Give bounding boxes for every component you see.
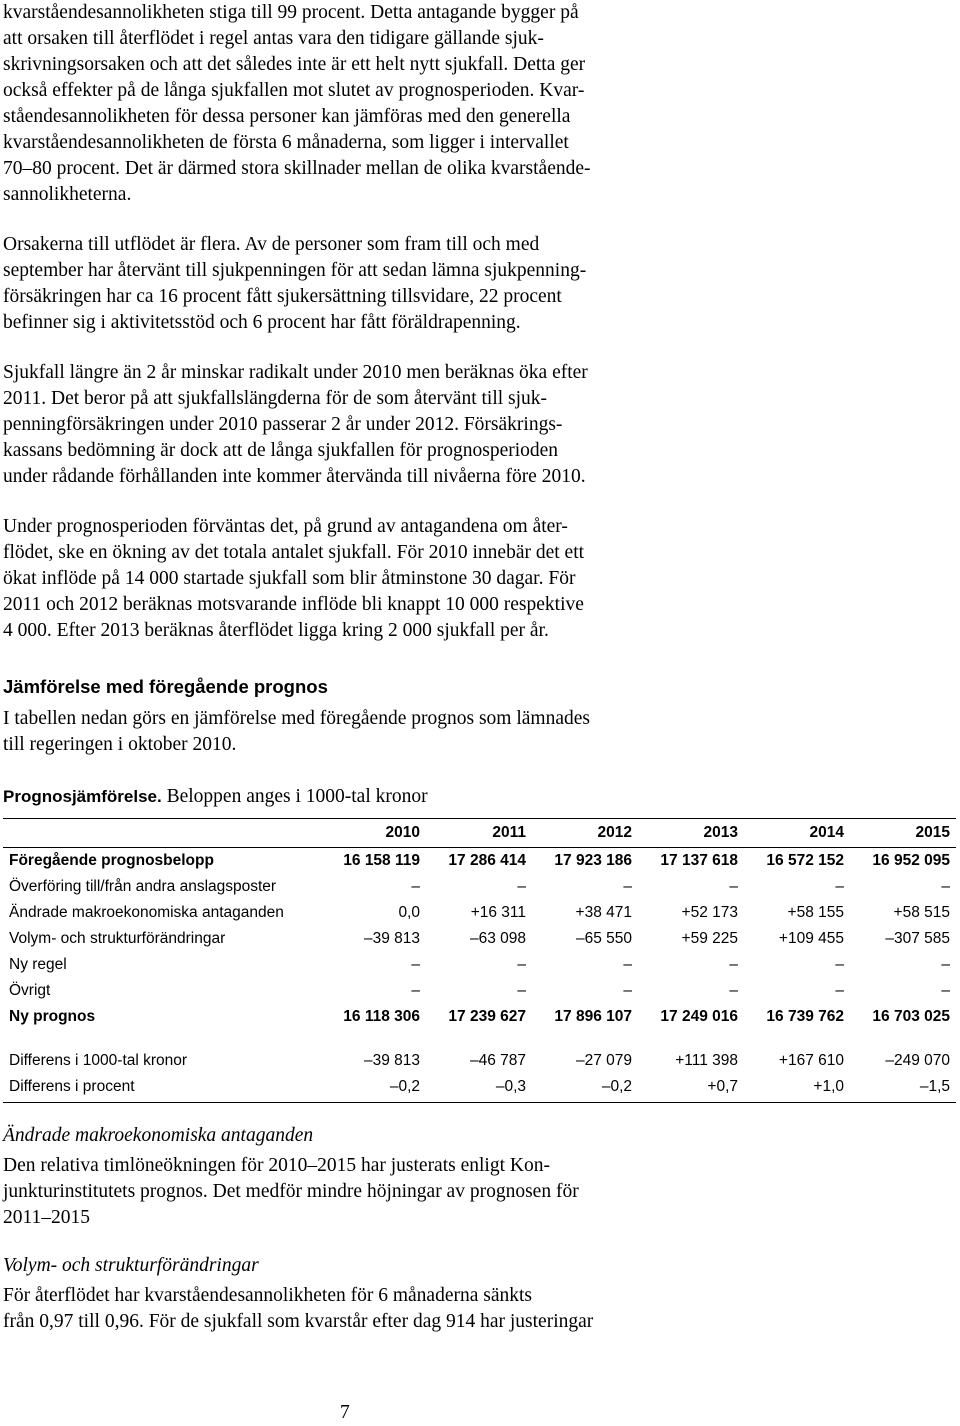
text-line: 2011 och 2012 beräknas motsvarande inflöde bli knappt 10 000 respektive xyxy=(3,594,584,615)
table-cell: –46 787 xyxy=(469,1052,526,1069)
table-cell: +111 398 xyxy=(675,1052,738,1069)
table-cell: 17 896 107 xyxy=(554,1008,632,1025)
table-cell: 17 249 016 xyxy=(660,1008,738,1025)
table-cell: +38 471 xyxy=(575,904,632,921)
table-cell: 16 118 306 xyxy=(343,1008,420,1025)
table-cell: 17 239 627 xyxy=(448,1008,526,1025)
table-row xyxy=(3,900,956,926)
subheading-makro: Ändrade makroekonomiska antaganden xyxy=(3,1125,314,1146)
table-cell: +16 311 xyxy=(470,904,526,921)
table-header-year: 2011 xyxy=(426,819,532,848)
text-line: penningförsäkringen under 2010 passerar 2 år under 2012. Försäkrings- xyxy=(3,414,563,435)
table-header-row xyxy=(3,819,956,848)
table-cell: – xyxy=(835,878,844,895)
table-header-year: 2012 xyxy=(532,819,638,848)
section-heading: Jämförelse med föregående prognos xyxy=(3,676,328,697)
table-cell: –0,3 xyxy=(426,1074,532,1103)
text-line: ståendesannolikheten för dessa personer kan jämföras med den generella xyxy=(3,106,571,127)
text-line: att orsaken till återflödet i regel antas vara den tidigare gällande sjuk- xyxy=(3,28,544,49)
text-line: sannolikheterna. xyxy=(3,184,132,205)
document-page xyxy=(3,0,953,1359)
table-cell: –249 070 xyxy=(885,1052,950,1069)
text-line: kvarståendesannolikheten de första 6 månaderna, som ligger i intervallet xyxy=(3,132,569,153)
text-line: september har återvänt till sjukpenningen för att sedan lämna sjukpenning- xyxy=(3,260,587,281)
paragraph-prognosperioden xyxy=(3,514,953,644)
table-cell: – xyxy=(941,982,950,999)
paragraph-aterflodet xyxy=(3,1283,953,1335)
table-row xyxy=(3,952,956,978)
text-line: 2011–2015 xyxy=(3,1207,91,1228)
table-cell: +167 610 xyxy=(778,1052,844,1069)
table-cell: –63 098 xyxy=(469,930,526,947)
table-cell: – xyxy=(411,982,420,999)
text-line: från 0,97 till 0,96. För de sjukfall som kvarstår efter dag 914 har justeringar xyxy=(3,1311,594,1332)
paragraph-tabellen xyxy=(3,706,953,758)
table-cell: 16 572 152 xyxy=(766,852,844,869)
table-cell: – xyxy=(517,956,526,973)
text-line: I tabellen nedan görs en jämförelse med föregående prognos som lämnades xyxy=(3,708,590,729)
table-cell: – xyxy=(623,878,632,895)
table-caption-text: Beloppen anges i 1000-tal kronor xyxy=(161,786,428,807)
text-line: befinner sig i aktivitetsstöd och 6 procent har fått föräldrapenning. xyxy=(3,312,521,333)
row-label: Föregående prognosbelopp xyxy=(9,852,214,869)
spacer-cell xyxy=(3,1030,956,1048)
table-cell: – xyxy=(941,956,950,973)
table-header-year: 2015 xyxy=(850,819,956,848)
text-line: Orsakerna till utflödet är flera. Av de personer som fram till och med xyxy=(3,234,540,255)
row-label: Differens i 1000-tal kronor xyxy=(9,1052,188,1069)
row-label: Differens i procent xyxy=(3,1074,320,1103)
paragraph-orsakerna xyxy=(3,232,953,336)
table-row xyxy=(3,978,956,1004)
table-header-year: 2014 xyxy=(744,819,850,848)
table-row xyxy=(3,848,956,875)
table-cell: – xyxy=(517,878,526,895)
row-label: Ändrade makroekonomiska antaganden xyxy=(9,904,284,921)
text-line: För återflödet har kvarståendesannolikheten för 6 månaderna sänkts xyxy=(3,1285,533,1306)
table-caption-title: Prognosjämförelse. xyxy=(3,787,162,806)
row-label: Volym- och strukturförändringar xyxy=(9,930,226,947)
paragraph-kvarstaende xyxy=(3,0,953,208)
table-spacer-row xyxy=(3,1030,956,1048)
table-cell: –39 813 xyxy=(363,1052,420,1069)
table-cell: – xyxy=(941,878,950,895)
table-cell: 16 739 762 xyxy=(766,1008,844,1025)
table-cell: –1,5 xyxy=(850,1074,956,1103)
subheading-volym: Volym- och strukturförändringar xyxy=(3,1255,259,1276)
table-cell: –0,2 xyxy=(532,1074,638,1103)
table-cell: –27 079 xyxy=(575,1052,632,1069)
table-cell: 16 952 095 xyxy=(872,852,950,869)
table-header-year: 2013 xyxy=(638,819,744,848)
text-line: under rådande förhållanden inte kommer återvända till nivåerna före 2010. xyxy=(3,466,586,487)
text-line: försäkringen har ca 16 procent fått sjukersättning tillsvidare, 22 procent xyxy=(3,286,562,307)
text-line: junkturinstitutets prognos. Det medför mindre höjningar av prognosen för xyxy=(3,1181,579,1202)
paragraph-timloneokning xyxy=(3,1153,953,1231)
text-line: Sjukfall längre än 2 år minskar radikalt under 2010 men beräknas öka efter xyxy=(3,362,588,383)
table-cell: – xyxy=(729,982,738,999)
table-cell: +58 155 xyxy=(787,904,844,921)
table-row xyxy=(3,874,956,900)
row-label: Övrigt xyxy=(9,982,51,999)
table-cell: +58 515 xyxy=(893,904,950,921)
table-header-empty xyxy=(3,819,320,848)
table-cell: – xyxy=(835,956,844,973)
text-line: Under prognosperioden förväntas det, på grund av antagandena om åter- xyxy=(3,516,568,537)
table-row xyxy=(3,1004,956,1030)
table-cell: 0,0 xyxy=(398,904,420,921)
table-cell: – xyxy=(411,878,420,895)
text-line: ökat inflöde på 14 000 startade sjukfall som blir åtminstone 30 dagar. För xyxy=(3,568,576,589)
table-row xyxy=(3,1048,956,1074)
text-line: också effekter på de långa sjukfallen mot slutet av prognosperioden. Kvar- xyxy=(3,80,585,101)
table-cell: +1,0 xyxy=(744,1074,850,1103)
table-cell: – xyxy=(623,982,632,999)
table-cell: – xyxy=(623,956,632,973)
table-cell: –307 585 xyxy=(885,930,950,947)
table-cell: – xyxy=(729,878,738,895)
table-caption xyxy=(3,784,953,810)
table-cell: – xyxy=(517,982,526,999)
table-cell: – xyxy=(729,956,738,973)
table-cell: –65 550 xyxy=(575,930,632,947)
text-line: kvarståendesannolikheten stiga till 99 procent. Detta antagande bygger på xyxy=(3,2,579,23)
page-number: 7 xyxy=(340,1402,350,1423)
text-line: flödet, ske en ökning av det totala antalet sjukfall. För 2010 innebär det ett xyxy=(3,542,585,563)
row-label: Ny regel xyxy=(9,956,67,973)
table-header-year: 2010 xyxy=(320,819,426,848)
forecast-comparison-table xyxy=(3,818,956,1103)
row-label: Ny prognos xyxy=(9,1008,96,1025)
table-row xyxy=(3,1074,956,1103)
table-row xyxy=(3,926,956,952)
table-cell: 17 137 618 xyxy=(660,852,738,869)
text-line: 70–80 procent. Det är därmed stora skillnader mellan de olika kvarstående- xyxy=(3,158,591,179)
table-cell: +0,7 xyxy=(638,1074,744,1103)
table-cell: +59 225 xyxy=(681,930,738,947)
table-cell: –39 813 xyxy=(363,930,420,947)
text-line: skrivningsorsaken och att det således inte är ett helt nytt sjukfall. Detta ger xyxy=(3,54,586,75)
paragraph-sjukfall-langre xyxy=(3,360,953,490)
text-line: 4 000. Efter 2013 beräknas återflödet ligga kring 2 000 sjukfall per år. xyxy=(3,620,549,641)
table-cell: +109 455 xyxy=(778,930,844,947)
text-line: till regeringen i oktober 2010. xyxy=(3,734,237,755)
text-line: Den relativa timlöneökningen för 2010–2015 har justerats enligt Kon- xyxy=(3,1155,550,1176)
text-line: 2011. Det beror på att sjukfallslängderna för de som återvänt till sjuk- xyxy=(3,388,548,409)
table-cell: 17 286 414 xyxy=(448,852,526,869)
text-line: kassans bedömning är dock att de långa sjukfallen för prognosperioden xyxy=(3,440,559,461)
table-cell: 16 158 119 xyxy=(343,852,420,869)
row-label: Överföring till/från andra anslagsposter xyxy=(9,878,277,895)
table-cell: 17 923 186 xyxy=(554,852,632,869)
table-cell: 16 703 025 xyxy=(872,1008,950,1025)
table-cell: – xyxy=(411,956,420,973)
table-cell: – xyxy=(835,982,844,999)
table-cell: +52 173 xyxy=(681,904,738,921)
table-cell: –0,2 xyxy=(320,1074,426,1103)
